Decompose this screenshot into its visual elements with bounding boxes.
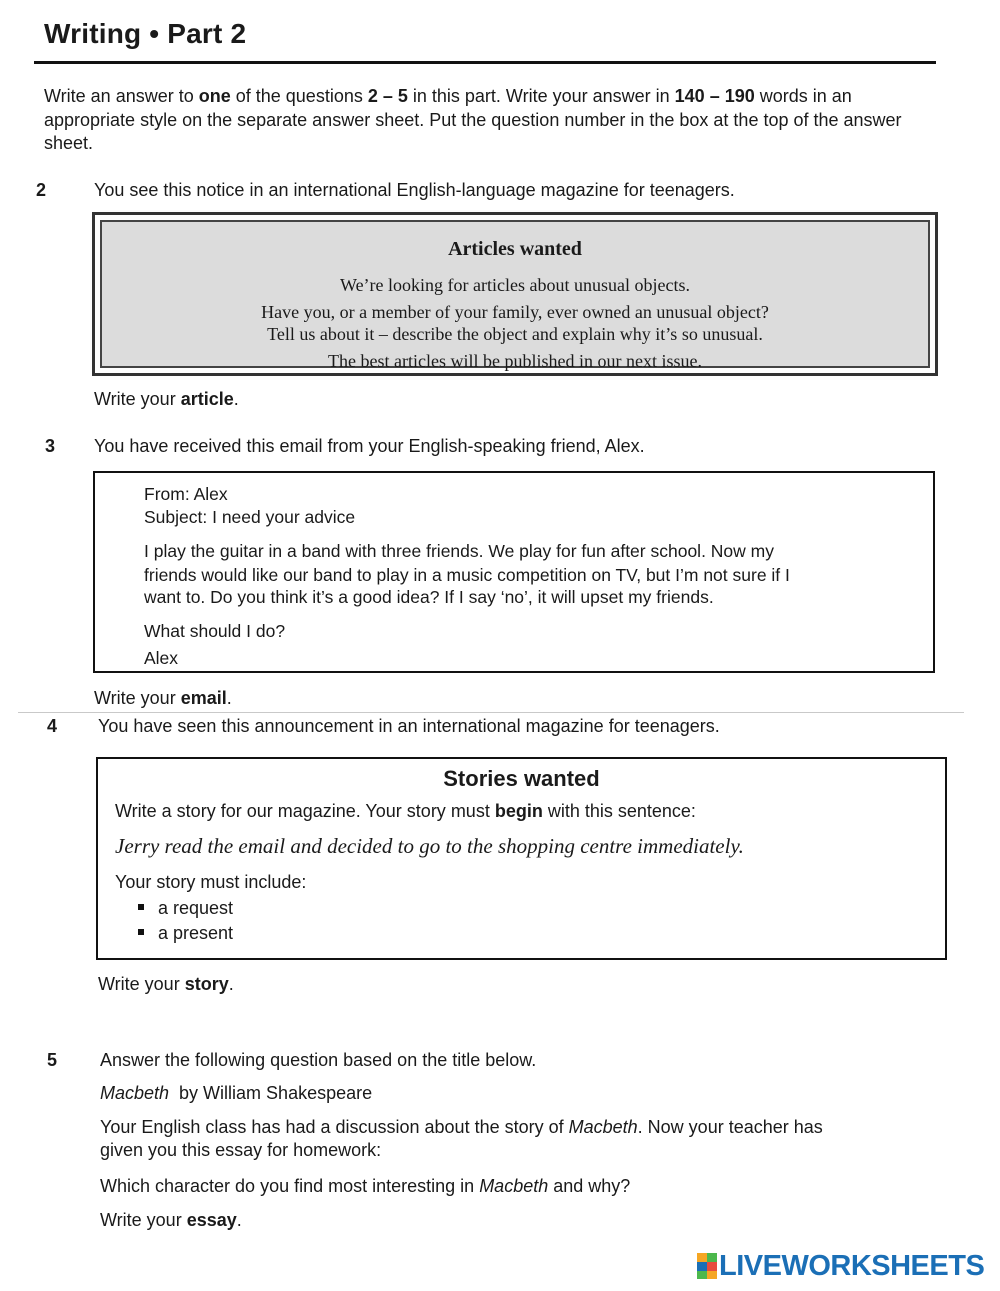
task-type: article: [180, 389, 234, 409]
intro-bold-one: one: [198, 86, 231, 106]
page-title: Writing • Part 2: [44, 18, 247, 49]
write-prefix: Write your: [98, 974, 185, 994]
email-subject: Subject: I need your advice: [144, 507, 356, 527]
email-question: What should I do?: [144, 621, 286, 641]
question-number: 3: [45, 436, 56, 456]
story-first-sentence: Jerry read the email and decided to go to the shopping centre immediately.: [115, 834, 744, 858]
context-line: [100, 1117, 823, 1138]
announcement-instruction: [115, 801, 696, 822]
email-signoff: Alex: [144, 648, 179, 668]
notice-box: [92, 212, 938, 376]
context-text: Your English class has had a discussion about the story of: [100, 1117, 569, 1137]
write-instruction: [94, 688, 232, 709]
notice-line: Tell us about it – describe the object and explain why it’s so unusual.: [267, 324, 763, 344]
liveworksheets-logo: [697, 1251, 984, 1281]
email-body-line: want to. Do you think it’s a good idea? If I say ‘no’, it will upset my friends.: [144, 587, 714, 607]
question-number: 2: [36, 180, 47, 200]
list-item: [138, 898, 233, 919]
intro-bold-range: 2 – 5: [367, 86, 408, 106]
intro-text: Write an answer to: [44, 86, 199, 106]
email-body-line: I play the guitar in a band with three friends. We play for fun after school. Now my: [144, 541, 774, 561]
intro-text: in this part. Write your answer in: [407, 86, 675, 106]
logo-text: LIVEWORKSHEETS: [719, 1249, 985, 1282]
question-number: 5: [47, 1050, 58, 1070]
book-title: Macbeth: [568, 1117, 638, 1137]
book-author: by William Shakespeare: [169, 1083, 373, 1103]
list-item-text: a present: [158, 923, 234, 943]
notice-title: Articles wanted: [448, 238, 582, 260]
question-text: Which character do you find most interesting in: [100, 1176, 480, 1196]
task-type: essay: [186, 1210, 237, 1230]
intro-text: words in an appropriate style on the separate answer sheet. Put the question number in the box at the top of the answer sheet.: [44, 86, 902, 153]
announcement-title: Stories wanted: [443, 766, 600, 791]
include-heading: Your story must include:: [115, 872, 307, 892]
context-line: given you this essay for homework:: [100, 1140, 382, 1160]
announcement-box: [96, 757, 947, 960]
bullet-icon: [138, 904, 144, 910]
question-text: and why?: [548, 1176, 631, 1196]
bullet-icon: [138, 929, 144, 935]
write-instruction: [100, 1210, 242, 1231]
write-prefix: Write your: [94, 389, 181, 409]
question-prompt: You see this notice in an international English-language magazine for teenagers.: [94, 180, 735, 200]
book-reference: [100, 1083, 372, 1104]
email-from: From: Alex: [144, 484, 228, 504]
instruction-bold: begin: [494, 801, 543, 821]
section-divider: [18, 712, 964, 713]
email-body-line: friends would like our band to play in a music competition on TV, but I’m not sure if I: [144, 565, 790, 585]
instruction-text: Write a story for our magazine. Your story must: [115, 801, 495, 821]
question-prompt: You have received this email from your English-speaking friend, Alex.: [94, 436, 645, 456]
instructions: [44, 85, 934, 156]
context-text: . Now your teacher has: [637, 1117, 823, 1137]
write-suffix: .: [233, 389, 239, 409]
list-item-text: a request: [158, 898, 234, 918]
intro-text: of the questions: [230, 86, 368, 106]
notice-line: We’re looking for articles about unusual objects.: [340, 275, 690, 295]
write-suffix: .: [228, 974, 234, 994]
question-prompt: You have seen this announcement in an international magazine for teenagers.: [98, 716, 720, 736]
question-prompt: Answer the following question based on the title below.: [100, 1050, 537, 1070]
instruction-text: with this sentence:: [542, 801, 696, 821]
title-rule: [34, 61, 936, 64]
notice-line: Have you, or a member of your family, ever owned an unusual object?: [261, 302, 769, 322]
task-type: email: [180, 688, 227, 708]
write-prefix: Write your: [94, 688, 181, 708]
notice-panel: [100, 220, 930, 371]
question-number: 4: [47, 716, 58, 736]
book-title: Macbeth: [100, 1083, 170, 1103]
list-item: [138, 923, 233, 944]
task-type: story: [184, 974, 229, 994]
essay-question: [100, 1176, 630, 1197]
intro-bold-words: 140 – 190: [674, 86, 755, 106]
book-title: Macbeth: [479, 1176, 549, 1196]
notice-line: The best articles will be published in our next issue.: [328, 351, 702, 371]
write-prefix: Write your: [100, 1210, 187, 1230]
write-suffix: .: [236, 1210, 242, 1230]
write-instruction: [94, 389, 239, 410]
email-box: [93, 471, 935, 673]
write-suffix: .: [226, 688, 232, 708]
logo-blocks-icon: [697, 1253, 717, 1279]
write-instruction: [98, 974, 234, 995]
